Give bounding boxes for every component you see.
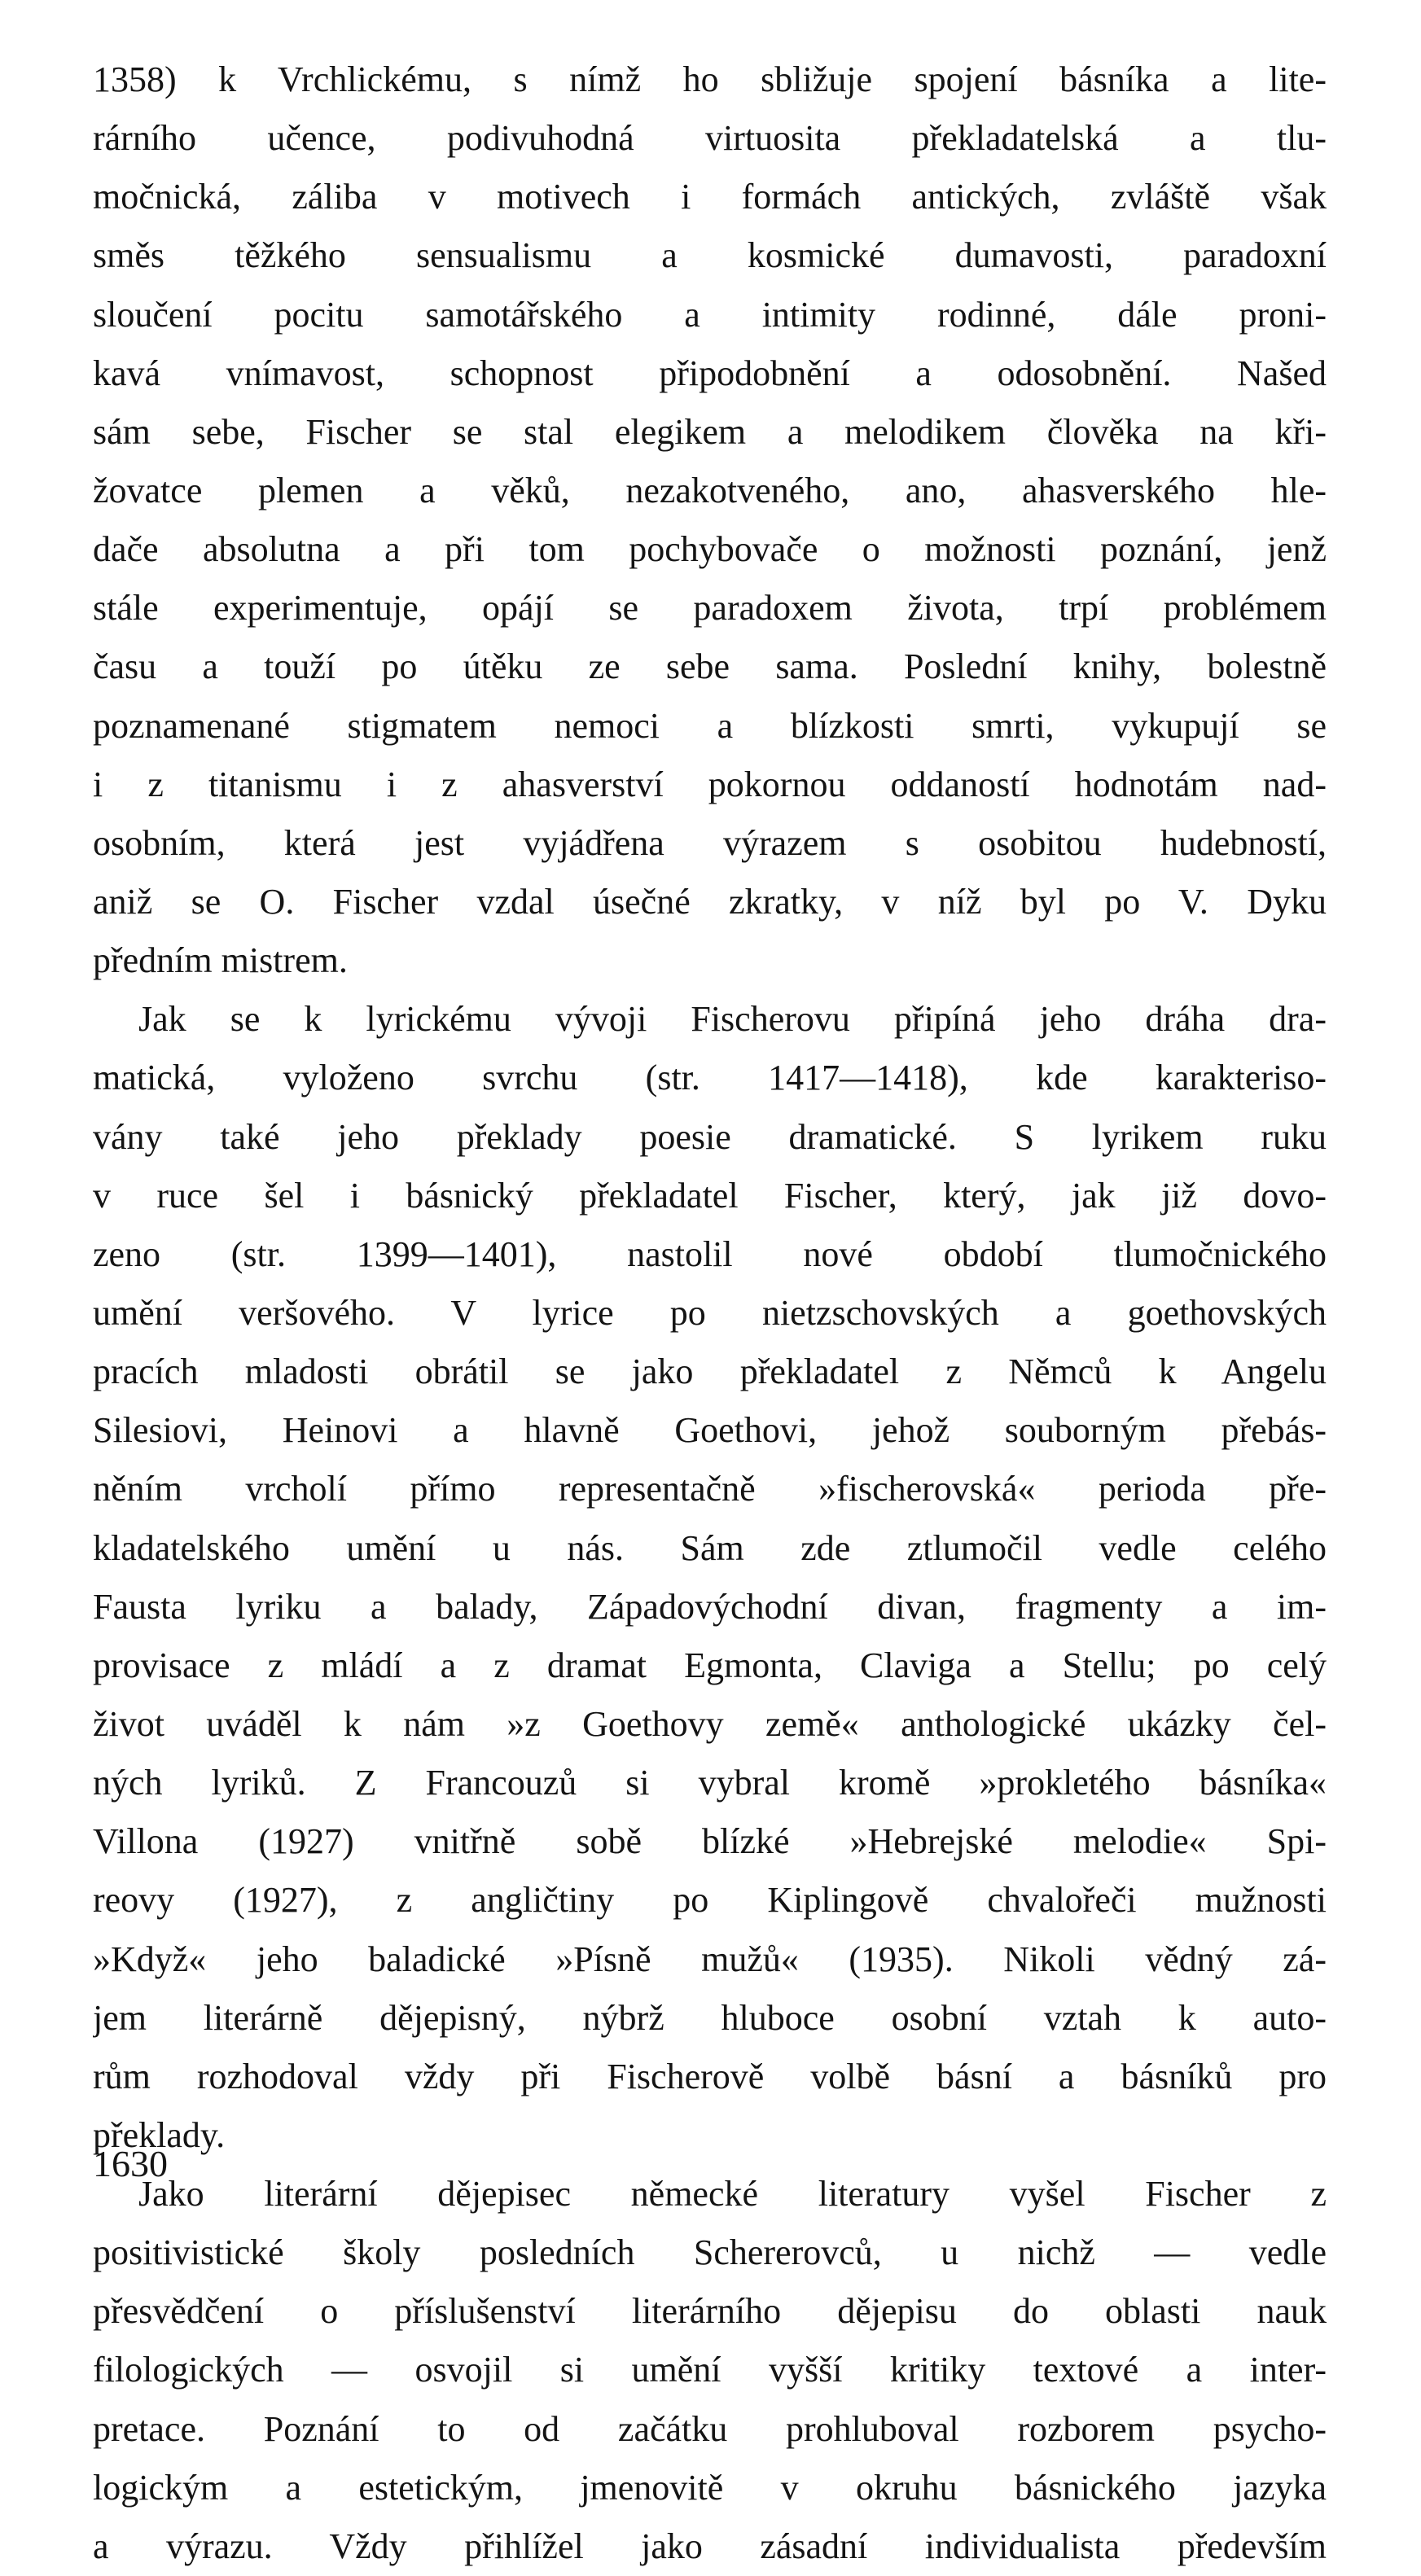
text-line-7: sám sebe, Fischer se stal elegikem a melodikem člověka na kři- bbox=[93, 411, 1327, 452]
text-line-27: Fausta lyriku a balady, Západovýchodní divan, fragmenty a im- bbox=[93, 1586, 1327, 1627]
body-text bbox=[93, 50, 1327, 2576]
page-number: 1630 bbox=[93, 2143, 168, 2184]
text-line-1: 1358) k Vrchlickému, s nímž ho sbližuje spojení básníka a lite- bbox=[93, 59, 1327, 99]
text-line-19: vány také jeho překlady poesie dramatické. S lyrikem ruku bbox=[93, 1116, 1327, 1157]
text-line-37: Jako literární dějepisec německé literatury vyšel Fischer z bbox=[138, 2174, 1327, 2215]
text-line-36: překlady. bbox=[93, 2114, 226, 2155]
text-line-22: umění veršového. V lyrice po nietzschovských a goethovských bbox=[93, 1292, 1327, 1333]
text-line-30: ných lyriků. Z Francouzů si vybral kromě »prokletého básníka« bbox=[93, 1763, 1327, 1803]
text-line-40: filologických — osvojil si umění vyšší kritiky textové a inter- bbox=[93, 2350, 1327, 2390]
text-line-29: život uváděl k nám »z Goethovy země« anthologické ukázky čel- bbox=[93, 1703, 1327, 1744]
text-line-17: Jak se k lyrickému vývoji Fischerovu připíná jeho dráha dra- bbox=[138, 999, 1327, 1040]
text-line-39: přesvědčení o příslušenství literárního dějepisu do oblasti nauk bbox=[93, 2291, 1327, 2332]
text-line-13: i z titanismu i z ahasverství pokornou oddaností hodnotám nad- bbox=[93, 764, 1327, 804]
text-line-26: kladatelského umění u nás. Sám zde ztlumočil vedle celého bbox=[93, 1527, 1327, 1568]
text-line-41: pretace. Poznání to od začátku prohluboval rozborem psycho- bbox=[93, 2408, 1327, 2449]
text-line-23: pracích mladosti obrátil se jako překladatel z Němců k Angelu bbox=[93, 1352, 1327, 1392]
text-line-31: Villona (1927) vnitřně sobě blízké »Hebrejské melodie« Spi- bbox=[93, 1821, 1327, 1862]
text-line-32: reovy (1927), z angličtiny po Kiplingově chvalořeči mužnosti bbox=[93, 1880, 1327, 1921]
text-line-20: v ruce šel i básnický překladatel Fischer, který, jak již dovo- bbox=[93, 1175, 1327, 1216]
text-line-9: dače absolutna a při tom pochybovače o možnosti poznání, jenž bbox=[93, 529, 1327, 570]
text-line-15: aniž se O. Fischer vzdal úsečné zkratky, v níž byl po V. Dyku bbox=[93, 881, 1327, 922]
text-line-8: žovatce plemen a věků, nezakotveného, ano, ahasverského hle- bbox=[93, 470, 1327, 510]
text-line-33: »Když« jeho baladické »Písně mužů« (1935). Nikoli vědný zá- bbox=[93, 1939, 1327, 1979]
text-line-2: rárního učence, podivuhodná virtuosita překladatelská a tlu- bbox=[93, 118, 1327, 159]
text-line-11: času a touží po útěku ze sebe sama. Poslední knihy, bolestně bbox=[93, 646, 1327, 687]
text-line-38: positivistické školy posledních Schererovců, u nichž — vedle bbox=[93, 2232, 1327, 2273]
text-line-42: logickým a estetickým, jmenovitě v okruhu básnického jazyka bbox=[93, 2467, 1327, 2508]
text-line-12: poznamenané stigmatem nemoci a blízkosti smrti, vykupují se bbox=[93, 705, 1327, 746]
text-line-21: zeno (str. 1399—1401), nastolil nové období tlumočnického bbox=[93, 1233, 1327, 1274]
text-line-34: jem literárně dějepisný, nýbrž hluboce osobní vztah k auto- bbox=[93, 1997, 1327, 2038]
text-line-24: Silesiovi, Heinovi a hlavně Goethovi, jehož souborným přebás- bbox=[93, 1410, 1327, 1451]
text-line-10: stále experimentuje, opájí se paradoxem života, trpí problémem bbox=[93, 588, 1327, 629]
text-line-18: matická, vyloženo svrchu (str. 1417—1418), kde karakteriso- bbox=[93, 1058, 1327, 1098]
text-line-25: něním vrcholí přímo representačně »fischerovská« perioda pře- bbox=[93, 1469, 1327, 1509]
text-line-16: předním mistrem. bbox=[93, 940, 348, 981]
text-line-35: rům rozhodoval vždy při Fischerově volbě básní a básníků pro bbox=[93, 2056, 1327, 2096]
text-line-43: a výrazu. Vždy přihlížel jako zásadní individualista především bbox=[93, 2526, 1327, 2566]
text-line-3: močnická, záliba v motivech i formách antických, zvláště však bbox=[93, 177, 1327, 217]
text-line-4: směs těžkého sensualismu a kosmické dumavosti, paradoxní bbox=[93, 235, 1327, 276]
text-line-14: osobním, která jest vyjádřena výrazem s osobitou hudebností, bbox=[93, 822, 1327, 863]
text-line-6: kavá vnímavost, schopnost připodobnění a odosobnění. Našed bbox=[93, 353, 1327, 393]
text-line-5: sloučení pocitu samotářského a intimity rodinné, dále proni- bbox=[93, 294, 1327, 335]
text-line-28: provisace z mládí a z dramat Egmonta, Claviga a Stellu; po celý bbox=[93, 1645, 1327, 1685]
